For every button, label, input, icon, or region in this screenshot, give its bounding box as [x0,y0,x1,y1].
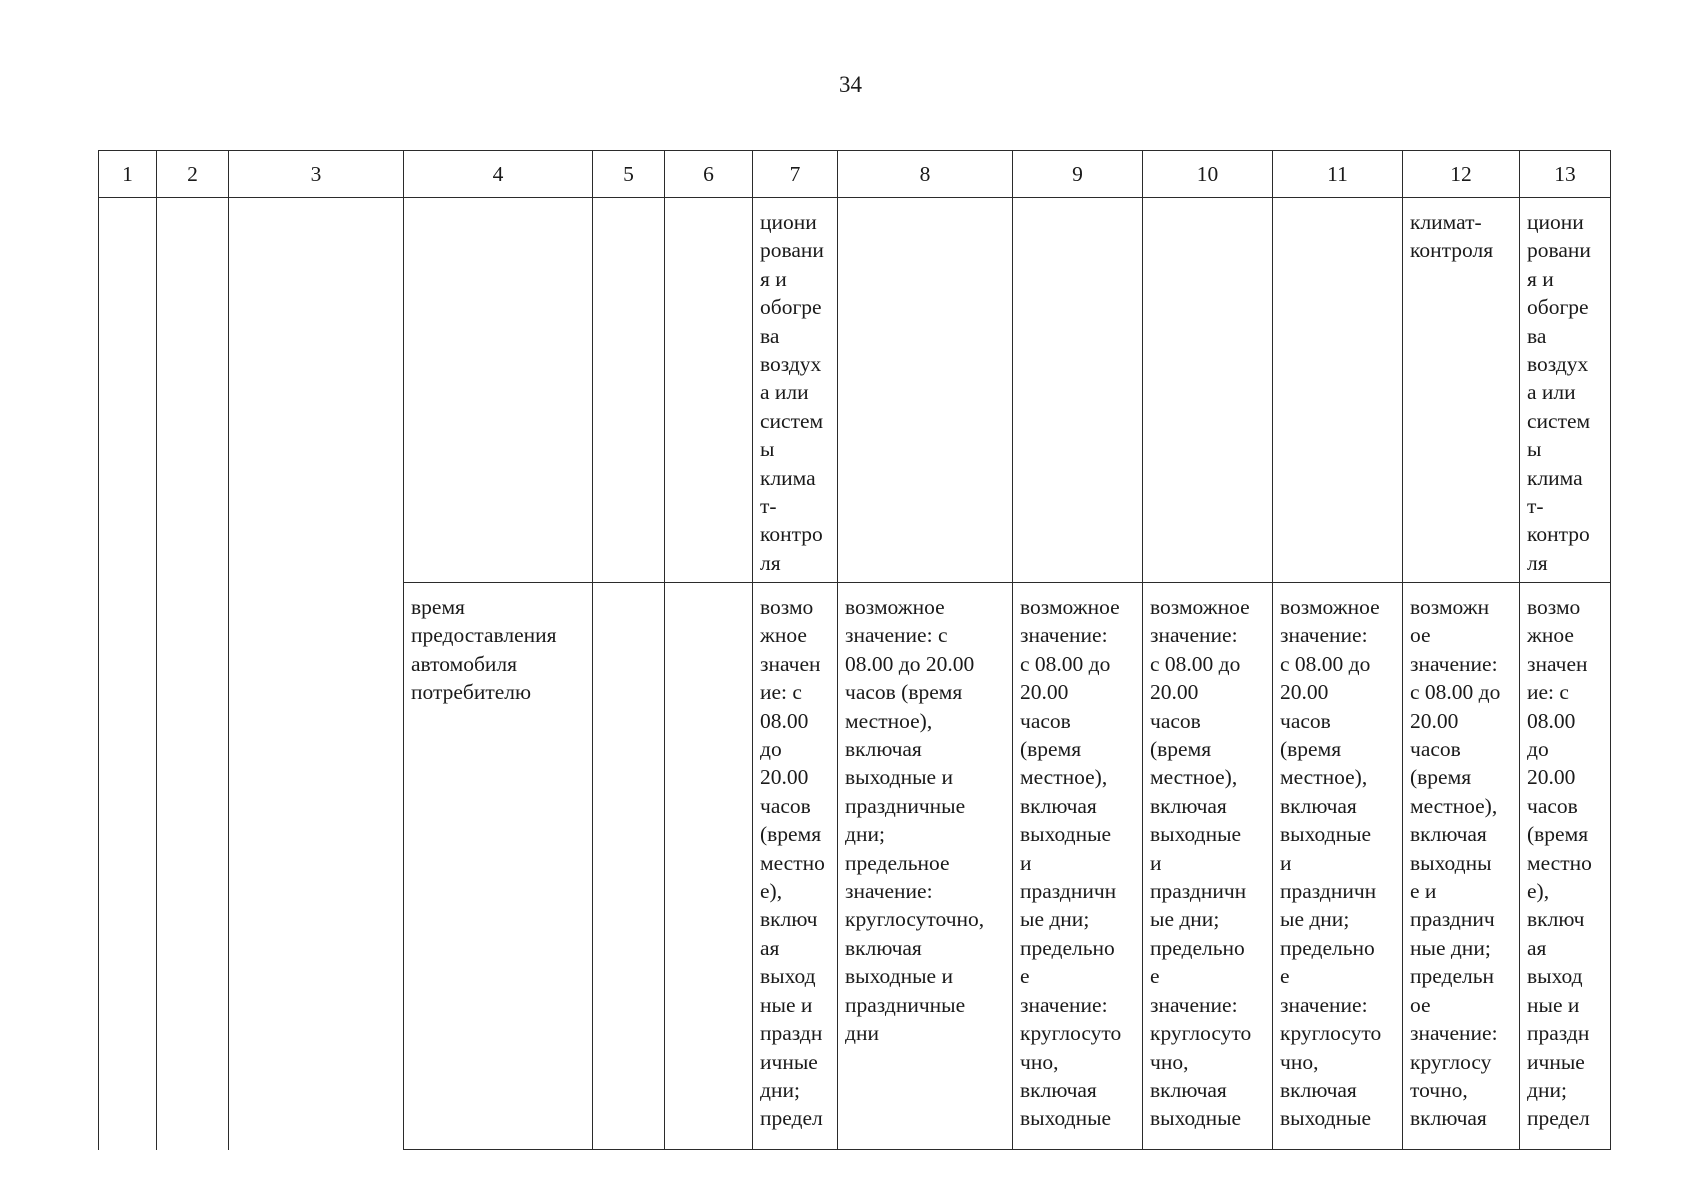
cell-col-6 [665,583,753,1150]
column-header-12: 12 [1403,151,1520,198]
cell-col-2 [157,198,229,1150]
cell-col-10: возможное значение: с 08.00 до 20.00 часов (время местное), включая выходные и праздничн ые дни; предельно е значение: круглосуто чно, включая выходные [1143,583,1273,1150]
column-header-11: 11 [1273,151,1403,198]
cell-col-5 [593,198,665,583]
cell-col-9: возможное значение: с 08.00 до 20.00 часов (время местное), включая выходные и праздничн ые дни; предельно е значение: круглосуто чно, включая выходные [1013,583,1143,1150]
cell-col-10 [1143,198,1273,583]
cell-col-1 [99,198,157,1150]
column-header-2: 2 [157,151,229,198]
cell-col-8: возможное значение: с 08.00 до 20.00 часов (время местное), включая выходные и праздничные дни; предельное значение: круглосуточно, включая выходные и праздничные дни [838,583,1013,1150]
cell-col-13: циони ровани я и обогре ва воздух а или систем ы клима т- контро ля [1520,198,1611,583]
column-header-4: 4 [404,151,593,198]
cell-col-9 [1013,198,1143,583]
cell-col-13: возмо жное значен ие: с 08.00 до 20.00 часов (время местно е), включ ая выход ные и праздн ичные дни; предел [1520,583,1611,1150]
page-number: 34 [839,72,862,97]
column-header-1: 1 [99,151,157,198]
column-header-3: 3 [229,151,404,198]
cell-col-6 [665,198,753,583]
cell-col-4 [404,198,593,583]
cell-col-4: время предоставления автомобиля потребителю [404,583,593,1150]
cell-col-5 [593,583,665,1150]
cell-col-11: возможное значение: с 08.00 до 20.00 часов (время местное), включая выходные и праздничн ые дни; предельно е значение: круглосуто чно, включая выходные [1273,583,1403,1150]
cell-col-7: циони ровани я и обогре ва воздух а или систем ы клима т- контро ля [753,198,838,583]
specification-table-wrapper [98,150,1610,1150]
column-header-6: 6 [665,151,753,198]
cell-col-7: возмо жное значен ие: с 08.00 до 20.00 часов (время местно е), включ ая выход ные и праздн ичные дни; предел [753,583,838,1150]
specification-table [98,150,1611,1150]
column-header-9: 9 [1013,151,1143,198]
column-header-7: 7 [753,151,838,198]
cell-col-3 [229,198,404,1150]
cell-col-11 [1273,198,1403,583]
column-number-header-row [99,151,1611,198]
column-header-8: 8 [838,151,1013,198]
cell-col-8 [838,198,1013,583]
column-header-13: 13 [1520,151,1611,198]
column-header-10: 10 [1143,151,1273,198]
table-row [99,198,1611,583]
cell-col-12: климат- контроля [1403,198,1520,583]
column-header-5: 5 [593,151,665,198]
cell-col-12: возможн ое значение: с 08.00 до 20.00 часов (время местное), включая выходны е и празднич ные дни; предельн ое значение: круглосу точно, включая [1403,583,1520,1150]
